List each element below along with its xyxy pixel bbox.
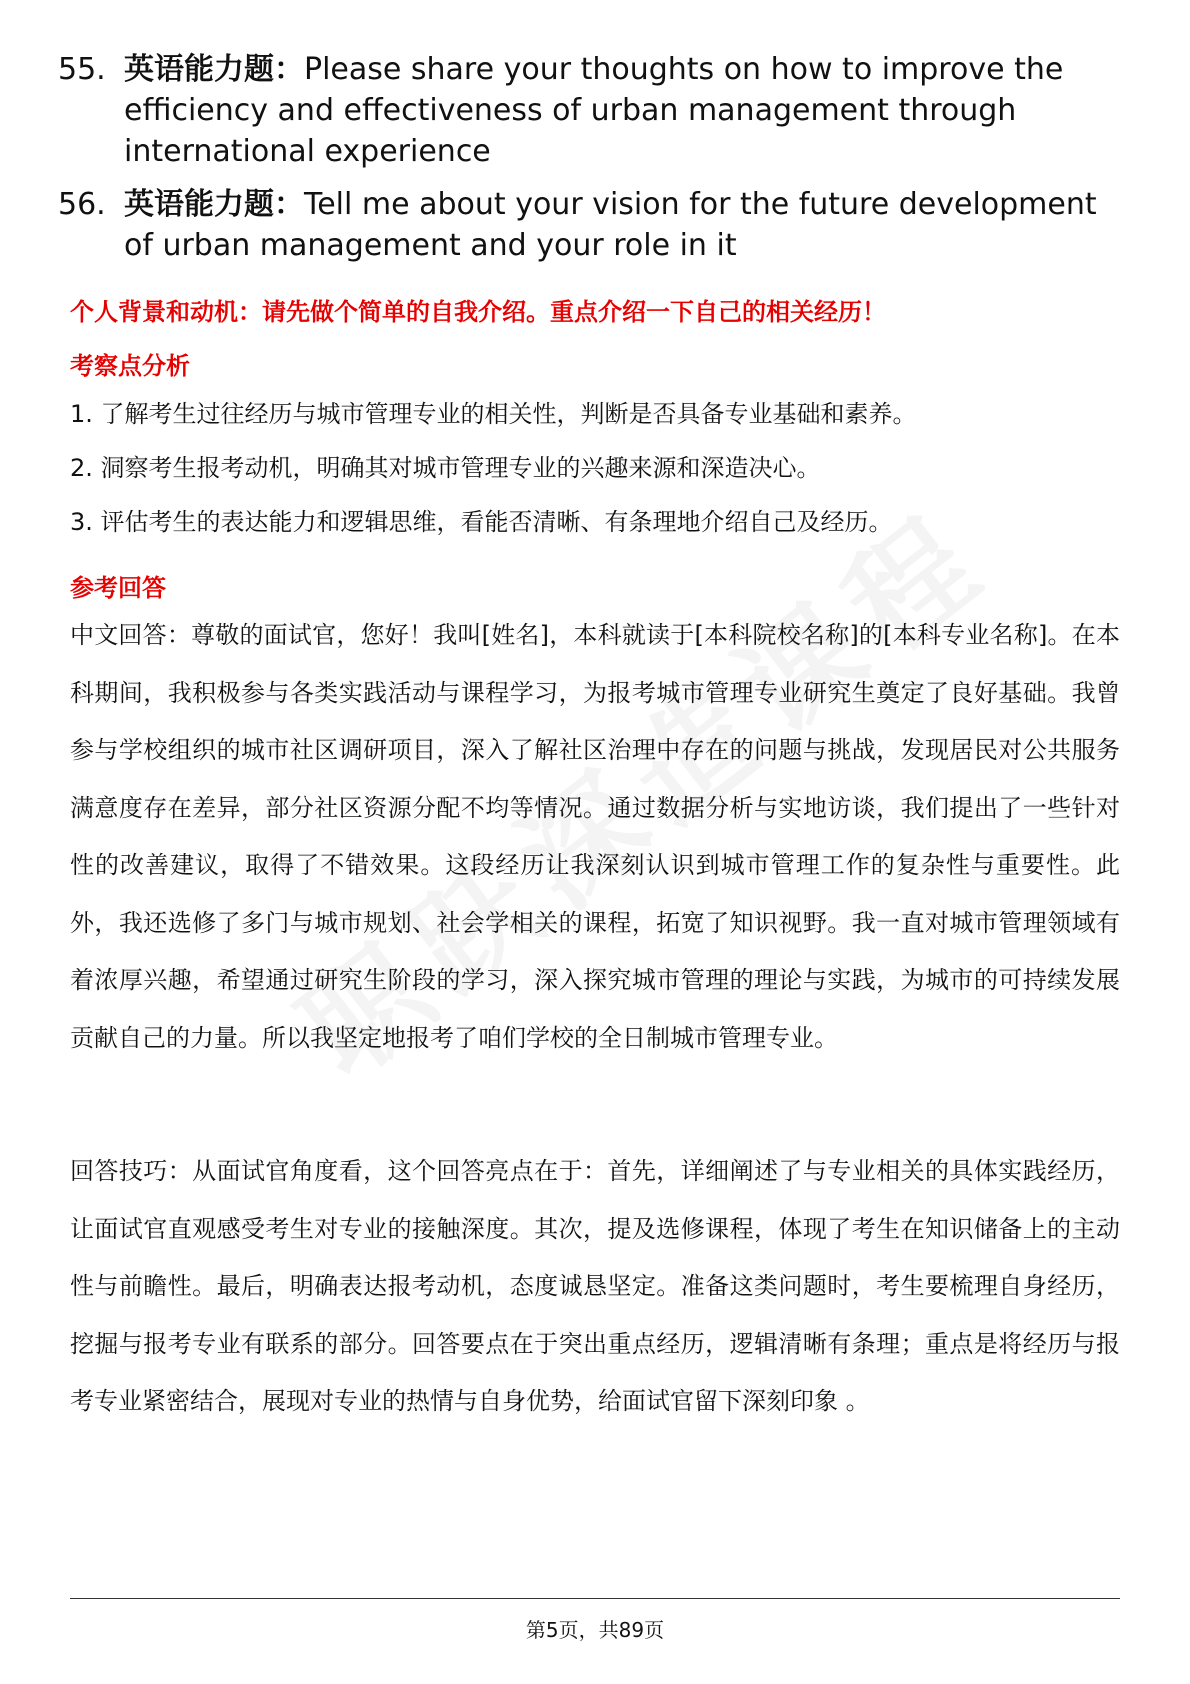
question-56 [58,184,1118,266]
page-number: 第5页，共89页 [525,1618,665,1642]
question-55 [58,49,1118,172]
question-text-block [124,49,1118,172]
reference-heading: 参考回答 [70,574,166,602]
question-text: Tell me about your vision for the future development of urban management and your role in it [124,187,1097,263]
analysis-item: 2. 洞察考生报考动机，明确其对城市管理专业的兴趣来源和深造决心。 [70,454,821,482]
question-number: 55. [58,52,106,87]
question-text: Please share your thoughts on how to improve the efficiency and effectiveness of urban management through international experience [124,52,1064,169]
answer-tips: 回答技巧：从面试官角度看，这个回答亮点在于：首先，详细阐述了与专业相关的具体实践经历，让面试官直观感受考生对专业的接触深度。其次，提及选修课程，体现了考生在知识储备上的主动性与前瞻性。最后，明确表达报考动机，态度诚恳坚定。准备这类问题时，考生要梳理自身经历，挖掘与报考专业有联系的部分。回答要点在于突出重点经历，逻辑清晰有条理；重点是将经历与报考专业紧密结合，展现对专业的热情与自身优势，给面试官留下深刻印象 。 [70,1157,1120,1415]
footer-divider [70,1598,1120,1599]
section-title: 个人背景和动机：请先做个简单的自我介绍。重点介绍一下自己的相关经历！ [70,298,886,326]
analysis-item: 1. 了解考生过往经历与城市管理专业的相关性，判断是否具备专业基础和素养。 [70,400,917,428]
question-text-block [124,184,1118,266]
analysis-heading: 考察点分析 [70,352,190,380]
question-tag: 英语能力题： [124,187,304,222]
analysis-item: 3. 评估考生的表达能力和逻辑思维，看能否清晰、有条理地介绍自己及经历。 [70,508,893,536]
reference-answer: 中文回答：尊敬的面试官，您好！我叫[姓名]，本科就读于[本科院校名称]的[本科专业名称]。在本科期间，我积极参与各类实践活动与课程学习，为报考城市管理专业研究生奠定了良好基础。我曾参与学校组织的城市社区调研项目，深入了解社区治理中存在的问题与挑战，发现居民对公共服务满意度存在差异，部分社区资源分配不均等情况。通过数据分析与实地访谈，我们提出了一些针对性的改善建议，取得了不错效果。这段经历让我深刻认识到城市管理工作的复杂性与重要性。此外，我还选修了多门与城市规划、社会学相关的课程，拓宽了知识视野。我一直对城市管理领域有着浓厚兴趣，希望通过研究生阶段的学习，深入探究城市管理的理论与实践，为城市的可持续发展贡献自己的力量。所以我坚定地报考了咱们学校的全日制城市管理专业。 [70,621,1120,1052]
question-tag: 英语能力题： [124,52,304,87]
question-number: 56. [58,187,106,222]
